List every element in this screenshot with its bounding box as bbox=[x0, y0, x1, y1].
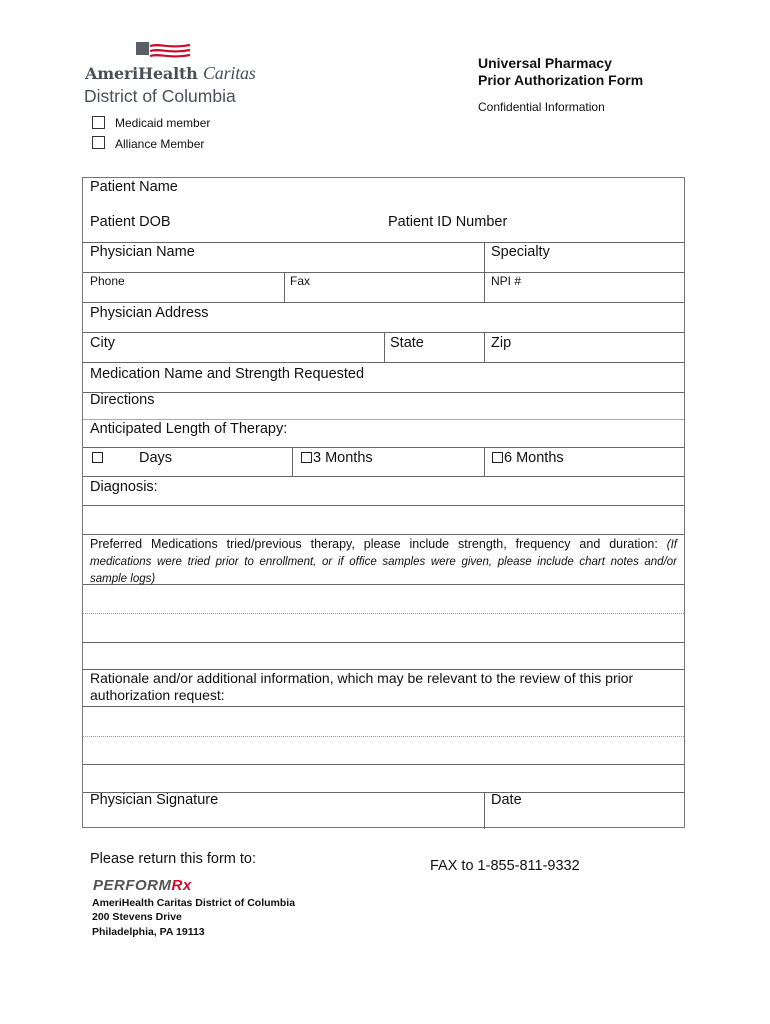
row-divider bbox=[83, 272, 684, 273]
col-divider bbox=[484, 272, 485, 302]
row-divider bbox=[83, 642, 684, 643]
preferred-medications-note: (If medications were tried prior to enrollment, or if office samples were given, please include chart notes and/or sample logs) bbox=[90, 539, 677, 585]
patient-dob-field[interactable]: Patient DOB bbox=[90, 214, 171, 230]
row-divider bbox=[83, 419, 684, 420]
six-months-checkbox[interactable] bbox=[492, 452, 503, 463]
authorization-form bbox=[82, 177, 685, 828]
logo-brand: AmeriHealth bbox=[85, 64, 198, 83]
zip-field[interactable]: Zip bbox=[491, 335, 512, 351]
date-field[interactable]: Date bbox=[491, 792, 522, 808]
row-divider bbox=[83, 706, 684, 707]
row-divider bbox=[83, 392, 684, 393]
row-divider bbox=[83, 613, 684, 614]
city-field[interactable]: City bbox=[90, 335, 115, 351]
length-of-therapy-label: Anticipated Length of Therapy: bbox=[90, 421, 288, 437]
fax-number: FAX to 1-855-811-9332 bbox=[430, 858, 580, 874]
state-field[interactable]: State bbox=[390, 335, 424, 351]
form-title-line2: Prior Authorization Form bbox=[478, 72, 644, 88]
col-divider bbox=[484, 242, 485, 272]
row-divider bbox=[83, 764, 684, 765]
address-line-2: 200 Stevens Drive bbox=[92, 911, 182, 923]
row-divider bbox=[83, 447, 684, 448]
alliance-member-checkbox[interactable] bbox=[92, 136, 105, 149]
days-checkbox[interactable] bbox=[92, 452, 103, 463]
patient-name-field[interactable]: Patient Name bbox=[90, 179, 178, 195]
confidential-label: Confidential Information bbox=[478, 100, 605, 114]
col-divider bbox=[284, 272, 285, 302]
performrx-logo-rx: Rx bbox=[171, 877, 192, 894]
physician-name-field[interactable]: Physician Name bbox=[90, 244, 195, 260]
rationale-field[interactable]: Rationale and/or additional information, which may be relevant to the review of this prior authorization request: bbox=[90, 670, 634, 703]
preferred-medications-label: Preferred Medications tried/previous therapy, please include strength, frequency and duration: bbox=[90, 537, 667, 551]
col-divider bbox=[292, 447, 293, 476]
row-divider bbox=[83, 534, 684, 535]
days-label: Days bbox=[139, 450, 173, 466]
six-months-label: 6 Months bbox=[504, 450, 564, 466]
row-divider bbox=[83, 302, 684, 303]
performrx-logo-a: PERFORM bbox=[93, 877, 172, 894]
row-divider bbox=[83, 505, 684, 506]
phone-field[interactable]: Phone bbox=[90, 274, 125, 288]
three-months-label: 3 Months bbox=[313, 450, 373, 466]
col-divider bbox=[384, 332, 385, 362]
row-divider bbox=[83, 362, 684, 363]
alliance-member-label: Alliance Member bbox=[115, 137, 205, 151]
logo-flag-icon bbox=[136, 42, 192, 64]
form-title-line1: Universal Pharmacy bbox=[478, 55, 612, 71]
address-line-1: AmeriHealth Caritas District of Columbia bbox=[92, 897, 296, 909]
return-instructions: Please return this form to: bbox=[90, 851, 257, 867]
physician-signature-field[interactable]: Physician Signature bbox=[90, 792, 219, 808]
medicaid-member-checkbox[interactable] bbox=[92, 116, 105, 129]
col-divider bbox=[484, 332, 485, 362]
preferred-medications-field[interactable] bbox=[90, 536, 677, 587]
fax-field[interactable]: Fax bbox=[290, 274, 311, 288]
address-line-3: Philadelphia, PA 19113 bbox=[92, 926, 205, 938]
row-divider bbox=[83, 736, 684, 737]
three-months-checkbox[interactable] bbox=[301, 452, 312, 463]
logo-wordmark bbox=[85, 63, 256, 84]
directions-field[interactable]: Directions bbox=[90, 392, 155, 408]
col-divider bbox=[484, 792, 485, 829]
medication-field[interactable]: Medication Name and Strength Requested bbox=[90, 366, 365, 382]
logo-brand-caritas: Caritas bbox=[202, 63, 256, 83]
specialty-field[interactable]: Specialty bbox=[491, 244, 550, 260]
diagnosis-field[interactable]: Diagnosis: bbox=[90, 479, 158, 495]
performrx-logo bbox=[93, 877, 192, 894]
physician-address-field[interactable]: Physician Address bbox=[90, 305, 209, 321]
patient-id-field[interactable]: Patient ID Number bbox=[388, 214, 508, 230]
npi-field[interactable]: NPI # bbox=[491, 274, 522, 288]
row-divider bbox=[83, 242, 684, 243]
col-divider bbox=[484, 447, 485, 476]
medicaid-member-label: Medicaid member bbox=[115, 116, 211, 130]
row-divider bbox=[83, 476, 684, 477]
logo-subtitle: District of Columbia bbox=[84, 86, 236, 106]
